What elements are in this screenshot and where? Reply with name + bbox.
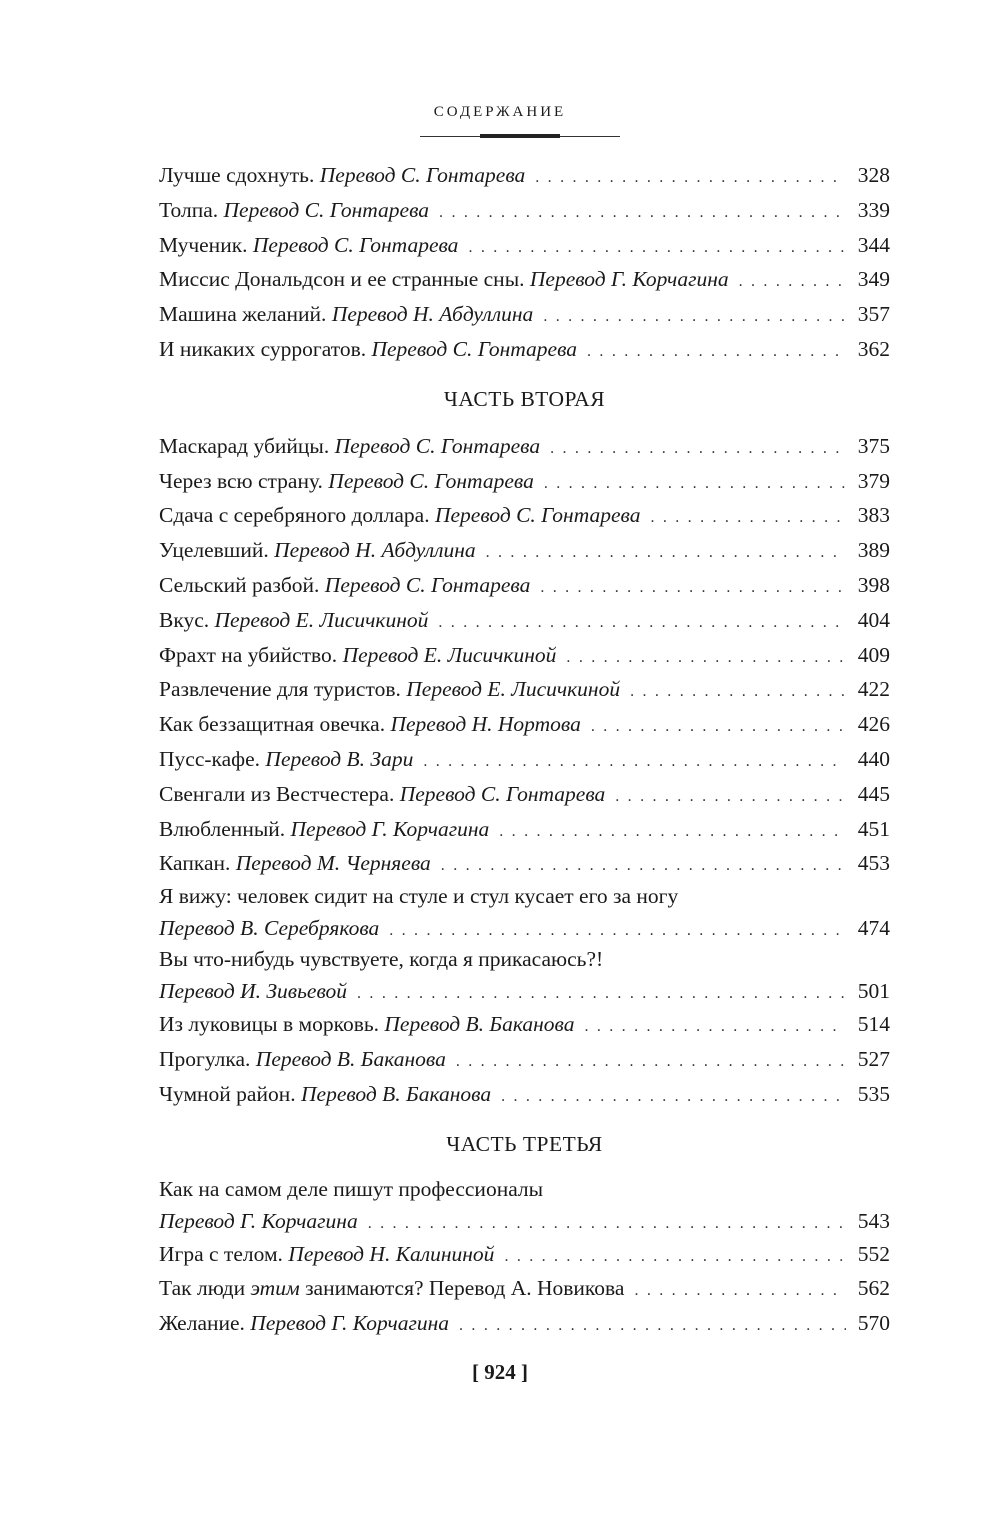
entry-page: 440 xyxy=(857,746,890,771)
leader-dots xyxy=(566,641,846,676)
entry-page: 552 xyxy=(857,1241,890,1266)
page-number: [ 924 ] xyxy=(472,1360,528,1384)
entry-title: Из луковицы в морковь. xyxy=(159,1012,380,1037)
toc-entry xyxy=(159,846,890,881)
toc-entry xyxy=(159,707,890,742)
entry-page: 349 xyxy=(857,267,890,292)
leader-dots xyxy=(439,196,846,231)
entry-translator: Перевод С. Гонтарева xyxy=(319,163,526,187)
entry-translator: Перевод С. Гонтарева xyxy=(434,503,641,528)
toc-entry xyxy=(159,262,890,297)
entry-translator: Перевод Н. Нортова xyxy=(390,712,581,737)
leader-dots xyxy=(739,265,846,300)
entry-page: 426 xyxy=(857,712,890,737)
leader-dots xyxy=(535,161,846,196)
entry-page: 562 xyxy=(857,1276,890,1301)
entry-page: 379 xyxy=(857,468,890,493)
toc-entry xyxy=(159,672,890,707)
toc-entry xyxy=(159,638,890,673)
leader-dots xyxy=(423,745,846,780)
part-heading: ЧАСТЬ ВТОРАЯ xyxy=(443,386,606,411)
entry-translator: Перевод Е. Лисичкиной xyxy=(342,642,557,667)
entry-title: Сельский разбой. xyxy=(159,572,320,597)
toc-entry xyxy=(159,297,890,332)
entry-page: 383 xyxy=(857,503,890,528)
toc-entry xyxy=(159,1237,890,1272)
entry-title: Фрахт на убийство. xyxy=(159,642,338,667)
entry-title: Как на самом деле пишут профессионалы xyxy=(159,1176,544,1201)
toc-entry xyxy=(159,193,890,228)
toc-entry xyxy=(159,1077,890,1112)
toc-entry xyxy=(159,1042,890,1077)
entry-page: 570 xyxy=(857,1311,890,1336)
toc-entry xyxy=(159,1306,890,1341)
entry-page: 527 xyxy=(857,1046,890,1071)
toc-entry xyxy=(159,464,890,499)
entry-translator: Перевод В. Серебрякова xyxy=(159,916,380,941)
entry-page: 451 xyxy=(857,816,890,841)
header-rule-accent xyxy=(480,134,560,138)
entry-page: 422 xyxy=(857,677,890,702)
toc-entry xyxy=(159,1271,890,1306)
leader-dots xyxy=(368,1208,846,1240)
leader-dots xyxy=(501,1080,846,1115)
entry-title: Через всю страну. xyxy=(159,468,323,493)
toc-entry xyxy=(159,158,890,193)
entry-page: 445 xyxy=(857,781,890,806)
entry-page: 398 xyxy=(857,572,890,597)
entry-page: 357 xyxy=(857,302,890,327)
table-of-contents xyxy=(159,158,890,1341)
entry-translator: Перевод С. Гонтарева xyxy=(334,433,541,458)
entry-title: Капкан. xyxy=(159,851,231,876)
entry-translator: Перевод С. Гонтарева xyxy=(252,232,459,257)
entry-page: 389 xyxy=(857,538,890,563)
entry-title: Вы что-нибудь чувствуете, когда я прикасаюсь?! xyxy=(159,947,604,972)
leader-dots xyxy=(459,1309,846,1344)
leader-dots xyxy=(650,501,846,536)
entry-title: Желание. xyxy=(159,1311,245,1336)
leader-dots xyxy=(587,335,846,370)
entry-translator: Перевод С. Гонтарева xyxy=(223,197,430,222)
toc-entry xyxy=(159,429,890,464)
entry-page: 501 xyxy=(857,979,890,1004)
leader-dots xyxy=(544,467,846,502)
entry-page: 375 xyxy=(857,433,890,458)
toc-entry xyxy=(159,912,890,944)
leader-dots xyxy=(634,1274,846,1309)
entry-title-part: Так люди xyxy=(159,1276,251,1301)
entry-title xyxy=(159,1271,424,1306)
entry-translator: Перевод В. Баканова xyxy=(301,1081,492,1106)
leader-dots xyxy=(441,849,846,884)
entry-title: Пусс-кафе. xyxy=(159,746,261,771)
entry-title: Влюбленный. xyxy=(159,816,286,841)
entry-title: Чумной район. xyxy=(159,1081,296,1106)
entry-title: Прогулка. xyxy=(159,1046,251,1071)
entry-title: Я вижу: человек сидит на стуле и стул кусает его за ногу xyxy=(159,884,679,909)
leader-dots xyxy=(468,231,846,266)
entry-title: И никаких суррогатов. xyxy=(159,336,367,361)
entry-page: 344 xyxy=(857,232,890,257)
toc-entry xyxy=(159,332,890,367)
entry-page: 404 xyxy=(857,607,890,632)
toc-entry xyxy=(159,533,890,568)
leader-dots xyxy=(504,1240,846,1275)
entry-title: Как беззащитная овечка. xyxy=(159,712,386,737)
entry-translator: Перевод Г. Корчагина xyxy=(250,1311,450,1336)
entry-translator: Перевод Е. Лисичкиной xyxy=(406,677,621,702)
entry-translator: Перевод Н. Абдуллина xyxy=(274,538,476,563)
leader-dots xyxy=(456,1045,846,1080)
leader-dots xyxy=(615,780,846,815)
entry-translator: Перевод М. Черняева xyxy=(235,851,431,876)
entry-translator: Перевод Е. Лисичкиной xyxy=(214,607,429,632)
entry-title: Развлечение для туристов. xyxy=(159,677,401,702)
entry-title: Уцелевший. xyxy=(159,538,269,563)
leader-dots xyxy=(540,571,846,606)
entry-title: Толпа. xyxy=(159,197,219,222)
entry-title: Миссис Дональдсон и ее странные сны. xyxy=(159,267,525,292)
entry-translator: Перевод Г. Корчагина xyxy=(159,1208,358,1233)
leader-dots xyxy=(499,815,846,850)
entry-page: 543 xyxy=(857,1208,890,1233)
entry-page: 474 xyxy=(857,916,890,941)
leader-dots xyxy=(550,432,846,467)
entry-translator: Перевод Г. Корчагина xyxy=(529,267,729,292)
leader-dots xyxy=(584,1010,846,1045)
entry-translator: Перевод А. Новикова xyxy=(428,1276,625,1301)
entry-page: 514 xyxy=(857,1012,890,1037)
toc-entry xyxy=(159,742,890,777)
part-heading: ЧАСТЬ ТРЕТЬЯ xyxy=(446,1131,603,1156)
leader-dots xyxy=(486,536,846,571)
entry-translator: Перевод С. Гонтарева xyxy=(324,572,531,597)
leader-dots xyxy=(357,978,846,1010)
entry-translator: Перевод С. Гонтарева xyxy=(399,781,606,806)
leader-dots xyxy=(630,675,846,710)
entry-title: Лучше сдохнуть. xyxy=(159,163,315,187)
leader-dots xyxy=(591,710,846,745)
entry-translator: Перевод Г. Корчагина xyxy=(290,816,490,841)
leader-dots xyxy=(389,915,846,947)
toc-entry xyxy=(159,228,890,263)
leader-dots xyxy=(438,606,846,641)
entry-translator: Перевод С. Гонтарева xyxy=(328,468,534,493)
entry-translator: Перевод В. Зари xyxy=(265,746,414,771)
entry-title: Игра с телом. xyxy=(159,1241,283,1266)
toc-entry xyxy=(159,975,890,1007)
entry-translator: Перевод Н. Абдуллина xyxy=(331,302,534,327)
toc-entry xyxy=(159,603,890,638)
entry-page: 362 xyxy=(857,336,890,361)
entry-title: Свенгали из Вестчестера. xyxy=(159,781,395,806)
toc-entry xyxy=(159,498,890,533)
toc-entry xyxy=(159,777,890,812)
entry-title: Мученик. xyxy=(159,232,248,257)
toc-entry xyxy=(159,812,890,847)
running-header: СОДЕРЖАНИЕ xyxy=(433,104,567,120)
entry-page: 328 xyxy=(857,163,890,187)
leader-dots xyxy=(543,300,846,335)
entry-title: Вкус. xyxy=(159,607,210,632)
entry-title: Машина желаний. xyxy=(159,302,327,327)
toc-entry xyxy=(159,1007,890,1042)
entry-page: 339 xyxy=(857,197,890,222)
entry-translator: Перевод В. Баканова xyxy=(384,1012,575,1037)
entry-translator: Перевод С. Гонтарева xyxy=(371,336,578,361)
entry-page: 535 xyxy=(857,1081,890,1106)
toc-entry xyxy=(159,568,890,603)
entry-page: 409 xyxy=(857,642,890,667)
entry-title: Маскарад убийцы. xyxy=(159,433,330,458)
entry-page: 453 xyxy=(857,851,890,876)
entry-translator: Перевод И. Зивьевой xyxy=(159,979,348,1004)
entry-title-emphasis: этим xyxy=(250,1276,300,1301)
entry-translator: Перевод Н. Калининой xyxy=(288,1241,495,1266)
entry-title-part: занимаются? xyxy=(299,1276,424,1301)
entry-title: Сдача с серебряного доллара. xyxy=(159,503,430,528)
toc-entry xyxy=(159,1205,890,1237)
entry-translator: Перевод В. Баканова xyxy=(255,1046,446,1071)
